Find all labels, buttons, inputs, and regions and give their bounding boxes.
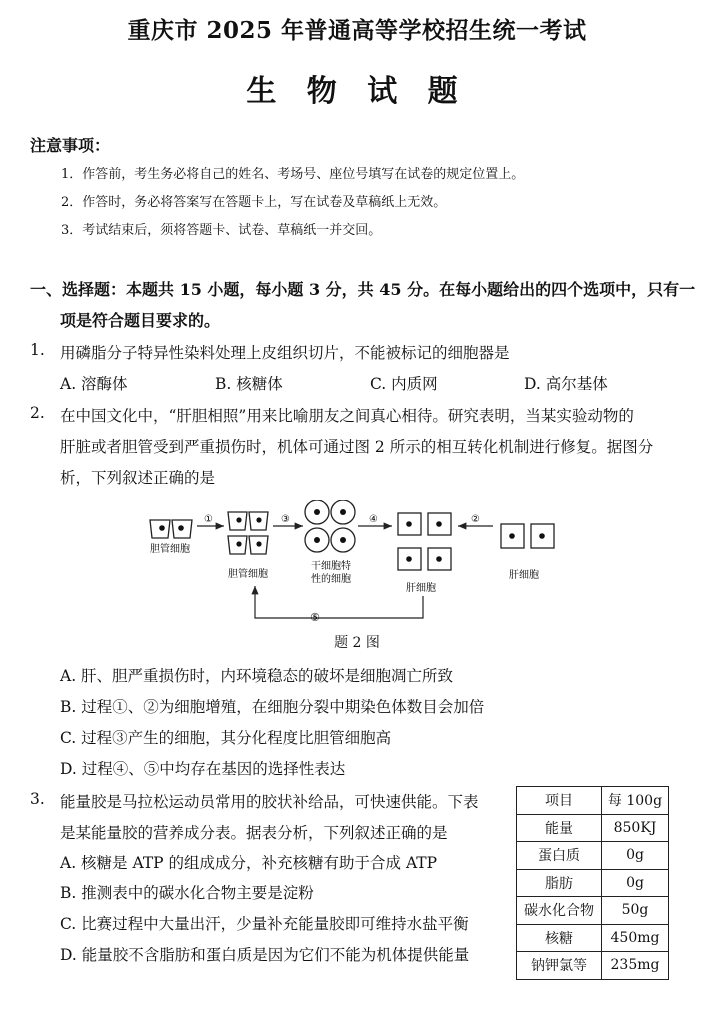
table-row bbox=[517, 814, 669, 842]
fig-step-4: ④ bbox=[369, 514, 378, 525]
exam-title: 重庆市 2025 年普通高等学校招生统一考试 bbox=[127, 17, 587, 44]
table-header-cell: 每 100g bbox=[602, 787, 669, 815]
q2-number: 2. bbox=[30, 404, 45, 422]
table-row bbox=[517, 897, 669, 925]
table-cell: 能量 bbox=[517, 814, 602, 842]
q1-option-d: D. 高尔基体 bbox=[524, 375, 608, 393]
subject-title: 生 物 试 题 bbox=[246, 74, 468, 109]
q3-option-c: C. 比赛过程中大量出汗，少量补充能量胶即可维持水盐平衡 bbox=[60, 915, 469, 933]
q2-figure bbox=[140, 500, 570, 630]
q2-option-a: A. 肝、胆严重损伤时，内环境稳态的破坏是细胞凋亡所致 bbox=[60, 667, 454, 685]
q3-number: 3. bbox=[30, 790, 45, 808]
q2-stem-line3: 析，下列叙述正确的是 bbox=[60, 469, 216, 487]
nucleus-icon bbox=[178, 525, 184, 531]
table-cell: 核糖 bbox=[517, 924, 602, 952]
fig-step-5: ⑤ bbox=[310, 611, 320, 624]
bile-duct-cells-group-2 bbox=[228, 512, 268, 554]
q3-option-a: A. 核糖是 ATP 的组成成分，补充核糖有助于合成 ATP bbox=[60, 854, 438, 872]
notice-heading: 注意事项： bbox=[30, 136, 111, 155]
fig-label-liver-cells-right: 肝细胞 bbox=[509, 570, 539, 581]
fig-label-stem-like-1: 干细胞特 bbox=[311, 561, 351, 572]
q2-option-d: D. 过程④、⑤中均存在基因的选择性表达 bbox=[60, 760, 346, 778]
q2-option-b: B. 过程①、②为细胞增殖，在细胞分裂中期染色体数目会加倍 bbox=[60, 698, 485, 716]
table-cell: 蛋白质 bbox=[517, 842, 602, 870]
notice-item: 2．作答时，务必将答案写在答题卡上，写在试卷及草稿纸上无效。 bbox=[61, 195, 447, 210]
fig-step-1: ① bbox=[204, 514, 213, 525]
table-header-row bbox=[517, 787, 669, 815]
q3-stem-line2: 是某能量胶的营养成分表。据表分析，下列叙述正确的是 bbox=[60, 824, 448, 842]
table-cell: 0g bbox=[602, 842, 669, 870]
section-heading-line2: 项是符合题目要求的。 bbox=[60, 311, 221, 330]
fig-label-liver-cells: 肝细胞 bbox=[406, 583, 436, 594]
table-cell: 450mg bbox=[602, 924, 669, 952]
fig-label-bile-cells-2: 胆管细胞 bbox=[228, 569, 268, 580]
table-cell: 碳水化合物 bbox=[517, 897, 602, 925]
section-heading-line1: 一、选择题：本题共 15 小题，每小题 3 分，共 45 分。在每小题给出的四个选项中，只有一 bbox=[30, 280, 696, 299]
q3-stem-line1: 能量胶是马拉松运动员常用的胶状补给品，可快速供能。下表 bbox=[60, 793, 479, 811]
notice-item: 3．考试结束后，须将答题卡、试卷、草稿纸一并交回。 bbox=[61, 223, 382, 238]
fig-label-stem-like-2: 性的细胞 bbox=[311, 574, 351, 585]
table-header-cell: 项目 bbox=[517, 787, 602, 815]
table-cell: 235mg bbox=[602, 952, 669, 980]
q1-option-c: C. 内质网 bbox=[370, 375, 438, 393]
figure-caption: 题 2 图 bbox=[334, 635, 380, 651]
bile-duct-cells-group bbox=[150, 520, 192, 538]
table-cell: 0g bbox=[602, 869, 669, 897]
nutrition-table bbox=[516, 786, 669, 980]
q1-number: 1. bbox=[30, 341, 45, 359]
fig-step-2: ② bbox=[471, 514, 480, 525]
q3-option-d: D. 能量胶不含脂肪和蛋白质是因为它们不能为机体提供能量 bbox=[60, 946, 470, 964]
q2-stem-line2: 肝脏或者胆管受到严重损伤时，机体可通过图 2 所示的相互转化机制进行修复。据图分 bbox=[60, 438, 654, 456]
q3-option-b: B. 推测表中的碳水化合物主要是淀粉 bbox=[60, 884, 314, 902]
fig-label-bile-cells: 胆管细胞 bbox=[150, 544, 190, 555]
nucleus-icon bbox=[159, 525, 165, 531]
table-cell: 钠钾氯等 bbox=[517, 952, 602, 980]
notice-item: 1．作答前，考生务必将自己的姓名、考场号、座位号填写在试卷的规定位置上。 bbox=[61, 167, 525, 182]
q2-option-c: C. 过程③产生的细胞，其分化程度比胆管细胞高 bbox=[60, 729, 392, 747]
hepatocytes-right-group bbox=[501, 524, 554, 548]
q1-option-b: B. 核糖体 bbox=[215, 375, 283, 393]
table-cell: 脂肪 bbox=[517, 869, 602, 897]
stem-like-cells-group bbox=[305, 500, 355, 552]
table-row bbox=[517, 842, 669, 870]
arrow-step-5 bbox=[255, 586, 423, 618]
fig-step-3: ③ bbox=[281, 514, 290, 525]
hepatocytes-group bbox=[398, 513, 451, 570]
table-row bbox=[517, 869, 669, 897]
q2-stem-line1: 在中国文化中，“肝胆相照”用来比喻朋友之间真心相待。研究表明，当某实验动物的 bbox=[60, 407, 634, 425]
table-row bbox=[517, 924, 669, 952]
table-cell: 850KJ bbox=[602, 814, 669, 842]
table-cell: 50g bbox=[602, 897, 669, 925]
q1-stem: 用磷脂分子特异性染料处理上皮组织切片，不能被标记的细胞器是 bbox=[60, 344, 510, 362]
q1-option-a: A. 溶酶体 bbox=[60, 375, 128, 393]
table-row bbox=[517, 952, 669, 980]
